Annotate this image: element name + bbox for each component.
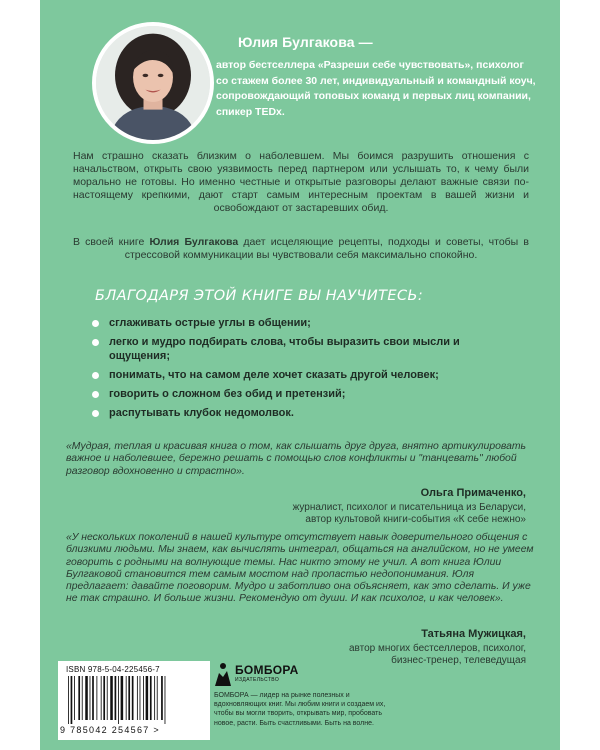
barcode-bar <box>132 676 134 720</box>
barcode-icon <box>68 676 200 724</box>
quote-1-role-line: автор культовой книги-события «К себе нежно» <box>305 514 526 525</box>
publisher-subtitle: ИЗДАТЕЛЬСТВО <box>235 677 280 683</box>
quote-1-author: Ольга Примаченко, <box>420 487 526 499</box>
list-item <box>92 335 512 363</box>
quote-2-author: Татьяна Мужицкая, <box>421 628 526 640</box>
author-bio: автор бестселлера «Разреши себе чувствовать», психолог со стажем более 30 лет, индивидуальный и командный коуч, сопровождающий топовых команд и первых лиц компании, спикер TEDx. <box>216 59 536 118</box>
barcode-bar <box>85 676 88 720</box>
publisher-name: БОМБОРА <box>235 663 299 677</box>
barcode-bar <box>146 676 149 720</box>
barcode-bars <box>68 676 200 724</box>
intro-paragraph-2-end: дает исцеляющие рецепты, подходы и советы, чтобы в стрессовой коммуникации вы чувствовали себя максимально спокойно. <box>124 236 529 261</box>
bombora-logo-icon <box>214 662 232 686</box>
quote-2-role-line: бизнес-тренер, телеведущая <box>391 654 526 666</box>
quote-2-role-line: автор многих бестселлеров, психолог, <box>348 643 526 654</box>
barcode-bar <box>157 676 158 720</box>
barcode-bar <box>96 676 97 720</box>
bullet-icon <box>92 410 99 417</box>
learn-list <box>92 316 512 425</box>
barcode-bar <box>118 676 119 724</box>
list-item-text: сглаживать острые углы в общении; <box>109 317 311 329</box>
barcode-bar <box>115 676 117 720</box>
barcode-bar <box>165 676 166 724</box>
barcode-bar <box>74 676 75 720</box>
learn-heading: БЛАГОДАРЯ ЭТОЙ КНИГЕ ВЫ НАУЧИТЕСЬ: <box>95 288 424 304</box>
barcode-bar <box>154 676 155 720</box>
quote-1-role-line: журналист, психолог и писательница из Беларуси, <box>292 502 526 513</box>
list-item <box>92 368 512 382</box>
barcode-digits: 9 785042 254567 > <box>60 725 160 735</box>
quote-2-author-role <box>349 643 526 666</box>
author-portrait-icon <box>96 26 210 140</box>
author-name: Юлия Булгакова — <box>238 34 373 50</box>
barcode-bar <box>126 676 127 720</box>
bullet-icon <box>92 339 99 346</box>
barcode-bar <box>128 676 130 720</box>
bullet-icon <box>92 391 99 398</box>
publisher-blurb: БОМБОРА — лидер на рынке полезных и вдохновляющих книг. Мы любим книги и создаем их, чтобы вы могли творить, открывать мир, пробовать новое, расти. Быть счастливыми. Быть на волне. <box>214 692 386 727</box>
barcode-bar <box>78 676 80 720</box>
barcode-bar <box>161 676 163 720</box>
intro-paragraph-2-start: В своей книге <box>73 236 150 248</box>
quote-2-text: «У нескольких поколений в нашей культуре отсутствует навык доверительного общения с близкими людьми. Мы знаем, как вычислять интеграл, общаться на английском, но не умеем говорить с родными на волнующие темы. Нас никто этому не учил. А вот книга Юлии Булгаковой становится тем самым мостом над пропастью недопонимания. Юля предлагает: давайте поговорим. Мудро и заботливо она объясняет, как это сделать. И уже не так страшно. И больше жизни. Рекомендую от души. И как психолог, и как человек». <box>66 532 534 605</box>
barcode-bar <box>150 676 152 720</box>
list-item <box>92 387 512 401</box>
barcode-bar <box>92 676 94 720</box>
author-photo <box>92 22 214 144</box>
quote-1-author-role <box>293 502 526 526</box>
publisher-logo <box>214 662 324 688</box>
barcode-bar <box>107 676 108 720</box>
barcode-bar <box>71 676 73 724</box>
list-item-text: легко и мудро подбирать слова, чтобы выразить свои мысли и ощущения; <box>109 336 460 362</box>
barcode-bar <box>121 676 124 720</box>
barcode-bar <box>82 676 83 720</box>
barcode-bar <box>110 676 113 720</box>
barcode-bar <box>140 676 141 720</box>
barcode-bar <box>68 676 69 724</box>
list-item-text: распутывать клубок недомолвок. <box>109 407 294 419</box>
list-item <box>92 406 512 420</box>
intro-author-name: Юлия Булгакова <box>149 236 239 248</box>
barcode-bar <box>101 676 102 720</box>
book-back-cover <box>40 0 560 750</box>
list-item <box>92 316 512 330</box>
barcode <box>58 661 210 740</box>
isbn-text: ISBN 978-5-04-225456-7 <box>66 665 160 674</box>
barcode-bar <box>143 676 144 720</box>
barcode-bar <box>90 676 91 720</box>
bullet-icon <box>92 372 99 379</box>
quote-1-text: «Мудрая, теплая и красивая книга о том, как слышать друг друга, внятно артикулировать важное и наболевшее, бережно решать с помощью слов конфликты и "танцевать" любой разговор вдохновенно и страстно». <box>66 441 526 477</box>
intro-paragraph-2 <box>73 236 529 262</box>
list-item-text: говорить о сложном без обид и претензий; <box>109 388 346 400</box>
intro-paragraph-1: Нам страшно сказать близким о наболевшем. Мы боимся разрушить отношения с начальством, открыть свою уязвимость перед партнером или услышать то, к чему были морально не готовы. Но именно честные и открытые разговоры делают важные связи по-настоящему крепкими, дают старт самым интересным проектам в вашей жизни и освобождают от застаревших обид. <box>73 150 529 214</box>
barcode-bar <box>137 676 138 720</box>
barcode-bar <box>103 676 105 720</box>
list-item-text: понимать, что на самом деле хочет сказать другой человек; <box>109 369 439 381</box>
bullet-icon <box>92 320 99 327</box>
